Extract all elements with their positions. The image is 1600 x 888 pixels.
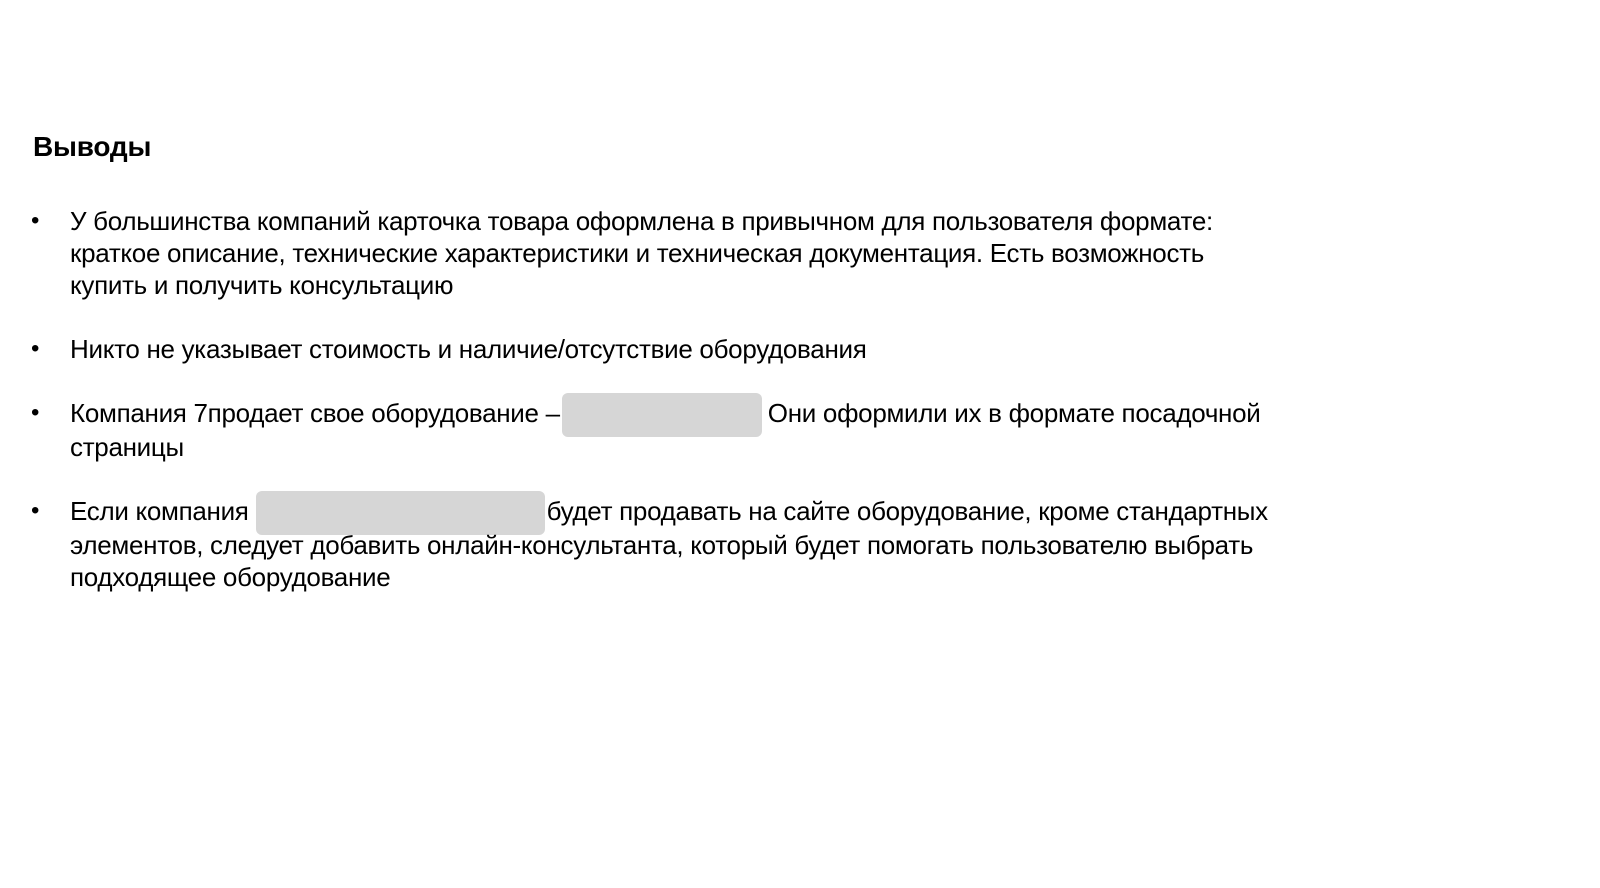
bullet-text-before: Если компания bbox=[70, 496, 249, 527]
bullet-item bbox=[0, 205, 1280, 301]
bullet-marker: • bbox=[31, 497, 40, 525]
bullet-text: У большинства компаний карточка товара оформлена в привычном для пользователя формате: краткое описание, технические характеристики и техническая документация. Есть возможность купить и получить консультацию bbox=[70, 206, 1213, 300]
bullet-item bbox=[0, 333, 1280, 365]
bullet-text-after: Они оформили их в формате посадочной страницы bbox=[70, 398, 1261, 463]
redacted-block bbox=[256, 491, 545, 535]
bullet-text-before: Компания 7продает свое оборудование – bbox=[70, 398, 560, 428]
slide-title: Выводы bbox=[33, 131, 152, 162]
bullet-marker: • bbox=[31, 335, 40, 362]
bullet-text-after: будет продавать на сайте оборудование, кроме стандартных элементов, следует добавить онлайн-консультанта, который будет помогать пользователю выбрать подходящее оборудование bbox=[70, 496, 1268, 593]
bullet-marker: • bbox=[31, 207, 40, 234]
bullet-list bbox=[0, 205, 1600, 625]
bullet-text: Никто не указывает стоимость и наличие/отсутствие оборудования bbox=[70, 334, 867, 364]
redacted-block bbox=[562, 393, 762, 437]
bullet-marker: • bbox=[31, 399, 40, 426]
bullet-item bbox=[0, 495, 1280, 593]
bullet-item bbox=[0, 397, 1280, 463]
